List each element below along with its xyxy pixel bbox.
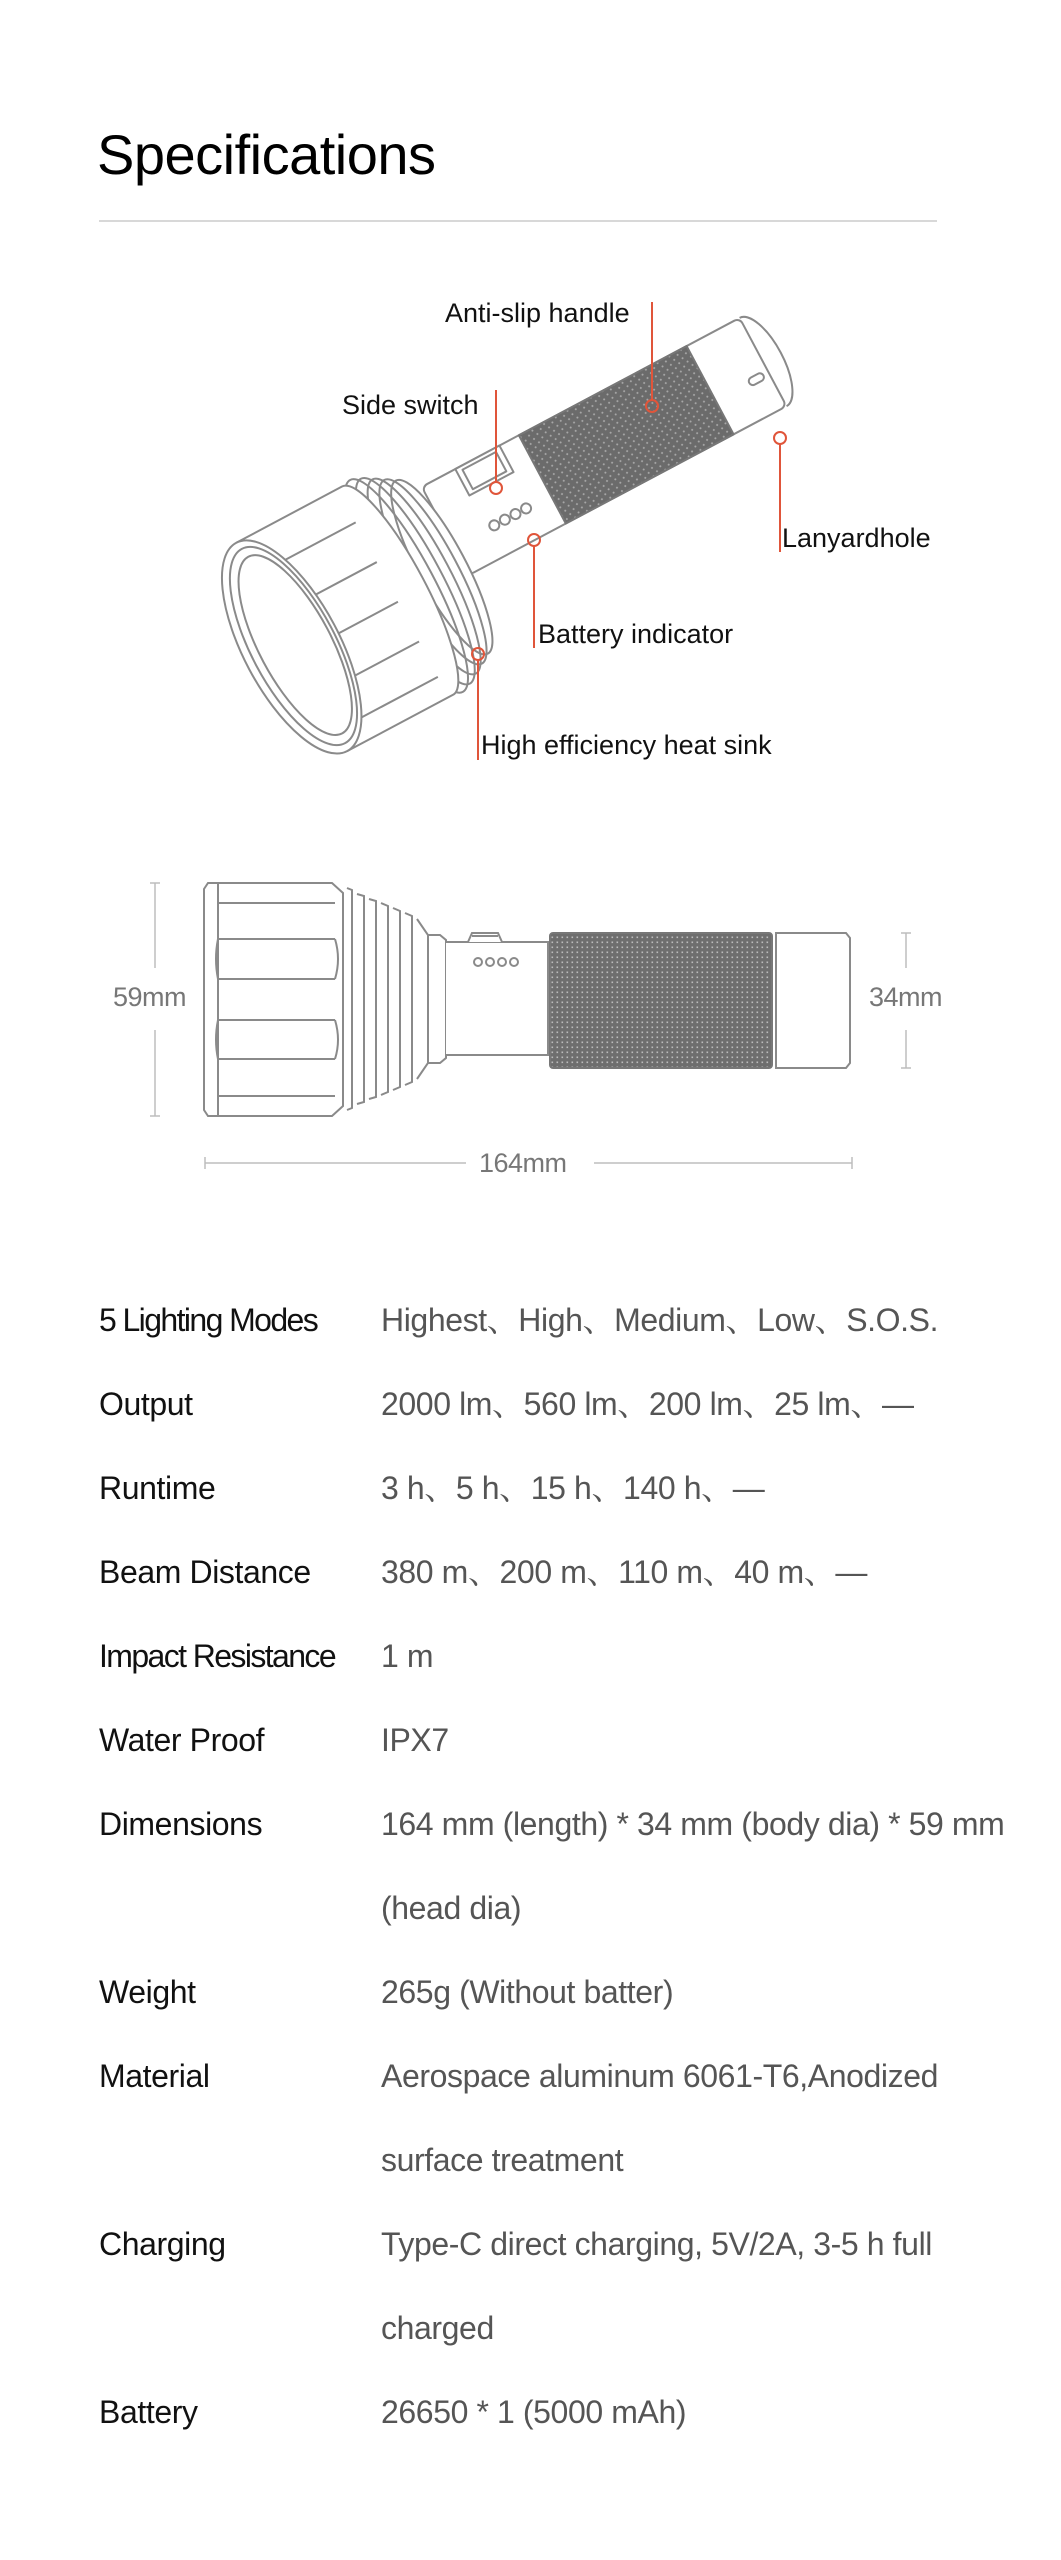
spec-row-output (99, 1362, 1019, 1446)
spec-label: Material (99, 2058, 210, 2094)
spec-row-charging (99, 2202, 1019, 2370)
spec-row-battery (99, 2370, 1019, 2454)
spec-value: 2000 lm、560 lm、200 lm、25 lm、— (381, 1386, 914, 1422)
spec-label: Dimensions (99, 1806, 263, 1842)
dimension-length: 164mm (479, 1148, 567, 1178)
callout-battery-indicator: Battery indicator (538, 619, 734, 649)
spec-label: Runtime (99, 1470, 216, 1506)
spec-label: Battery (99, 2394, 198, 2430)
spec-value: 3 h、5 h、15 h、140 h、— (381, 1470, 765, 1506)
spec-value: Type-C direct charging, 5V/2A, 3-5 h full charged (381, 2226, 932, 2346)
specifications-table (99, 1278, 1019, 2454)
callout-side-switch: Side switch (342, 390, 479, 420)
flashlight-dimension-drawing (0, 860, 1061, 1190)
callout-lanyard-hole: Lanyardhole (782, 523, 931, 553)
spec-row-lighting-modes (99, 1278, 1019, 1362)
spec-label: Impact Resistance (99, 1638, 336, 1674)
title-divider (99, 220, 937, 222)
spec-value: 26650 * 1 (5000 mAh) (381, 2394, 687, 2430)
spec-row-runtime (99, 1446, 1019, 1530)
spec-value: IPX7 (381, 1722, 449, 1758)
spec-row-material (99, 2034, 1019, 2202)
spec-row-impact-resistance (99, 1614, 1019, 1698)
spec-value: Aerospace aluminum 6061-T6,Anodized surface treatment (381, 2058, 939, 2178)
spec-value: Highest、High、Medium、Low、S.O.S. (381, 1302, 939, 1338)
dimension-body-diameter: 34mm (869, 982, 943, 1012)
spec-row-weight (99, 1950, 1019, 2034)
spec-label: Water Proof (99, 1722, 265, 1758)
dimension-head-diameter: 59mm (113, 982, 187, 1012)
callout-heat-sink: High efficiency heat sink (481, 730, 772, 760)
spec-value: 380 m、200 m、110 m、40 m、— (381, 1554, 867, 1590)
spec-label: 5 Lighting Modes (99, 1302, 318, 1338)
spec-value: 1 m (381, 1638, 434, 1674)
callout-anti-slip-handle: Anti-slip handle (445, 298, 630, 328)
page-title: Specifications (97, 123, 436, 186)
spec-row-dimensions (99, 1782, 1019, 1950)
spec-row-water-proof (99, 1698, 1019, 1782)
spec-value: 265g (Without batter) (381, 1974, 674, 2010)
spec-label: Charging (99, 2226, 226, 2262)
spec-label: Beam Distance (99, 1554, 311, 1590)
spec-value: 164 mm (length) * 34 mm (body dia) * 59 mm (head dia) (381, 1806, 1005, 1926)
spec-label: Weight (99, 1974, 196, 2010)
spec-label: Output (99, 1386, 193, 1422)
spec-row-beam-distance (99, 1530, 1019, 1614)
